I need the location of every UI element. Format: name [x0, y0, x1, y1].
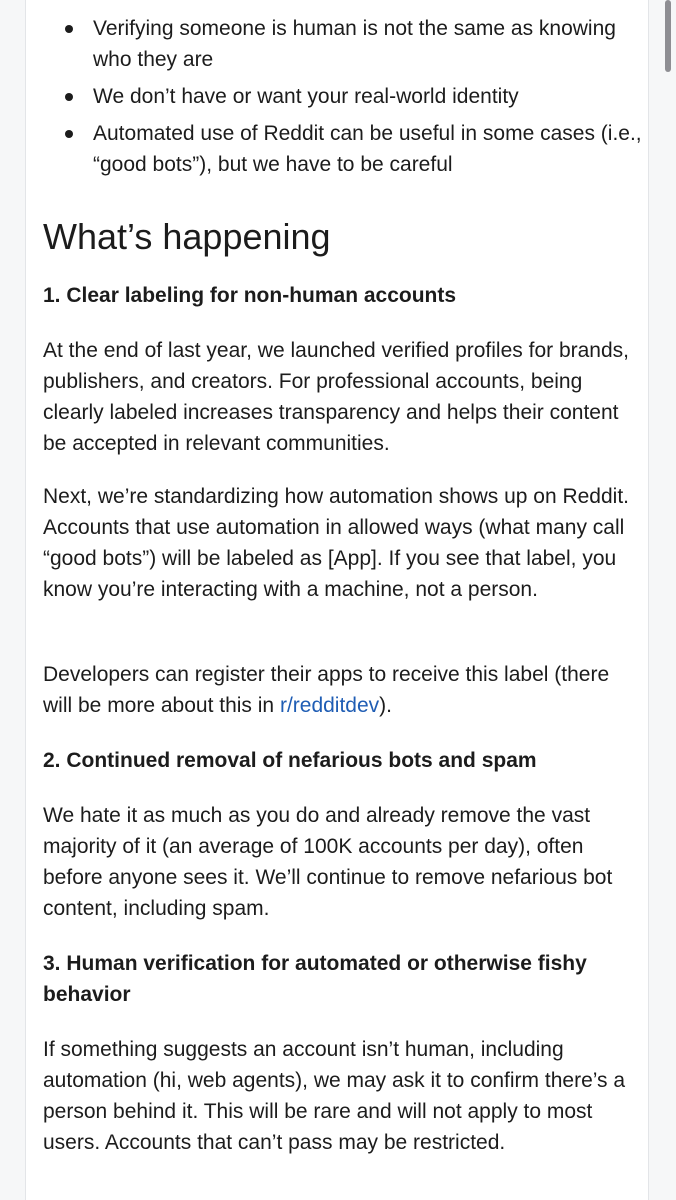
section-title: What’s happening [43, 216, 331, 257]
bullet-text: Verifying someone is human is not the same as knowing who they are [93, 17, 616, 71]
redditdev-link[interactable]: r/redditdev [279, 694, 380, 717]
item1-paragraph-1: At the end of last year, we launched verified profiles for brands, publishers, and creators. For professional accounts, being clearly labeled increases transparency and helps their content be accepted in relevant communities. [43, 339, 630, 455]
bullet-dot-icon [65, 93, 73, 101]
item3-heading: 3. Human verification for automated or otherwise fishy behavior [43, 952, 587, 1006]
scrollbar[interactable] [665, 0, 671, 72]
bullet-list [43, 13, 643, 186]
item3-paragraph-1: If something suggests an account isn’t human, including automation (hi, web agents), we may ask it to confirm there’s a person behind it. This will be rare and will not apply to most users. Accounts that can’t pass may be restricted. [43, 1038, 626, 1154]
item2-heading: 2. Continued removal of nefarious bots and spam [43, 749, 537, 772]
bullet-dot-icon [65, 130, 73, 138]
item1-paragraph-3-text-start: Developers can register their apps to receive this label (there will be more about this in [43, 663, 610, 717]
list-item [43, 13, 643, 75]
bullet-text: We don’t have or want your real-world identity [93, 85, 519, 108]
item1-paragraph-3-text-end: ). [379, 694, 392, 717]
bullet-text: Automated use of Reddit can be useful in some cases (i.e., “good bots”), but we have to be careful [93, 122, 642, 176]
list-item [43, 118, 643, 180]
item1-paragraph-3 [43, 659, 643, 721]
item1-paragraph-2: Next, we’re standardizing how automation shows up on Reddit. Accounts that use automation in allowed ways (what many call “good bots”) will be labeled as [App]. If you see that label, you know you’re interacting with a machine, not a person. [43, 485, 629, 601]
bullet-dot-icon [65, 25, 73, 33]
list-item [43, 81, 643, 112]
item2-paragraph-1: We hate it as much as you do and already remove the vast majority of it (an average of 100K accounts per day), often before anyone sees it. We’ll continue to remove nefarious bot content, including spam. [43, 804, 613, 920]
item1-heading: 1. Clear labeling for non-human accounts [43, 284, 457, 307]
